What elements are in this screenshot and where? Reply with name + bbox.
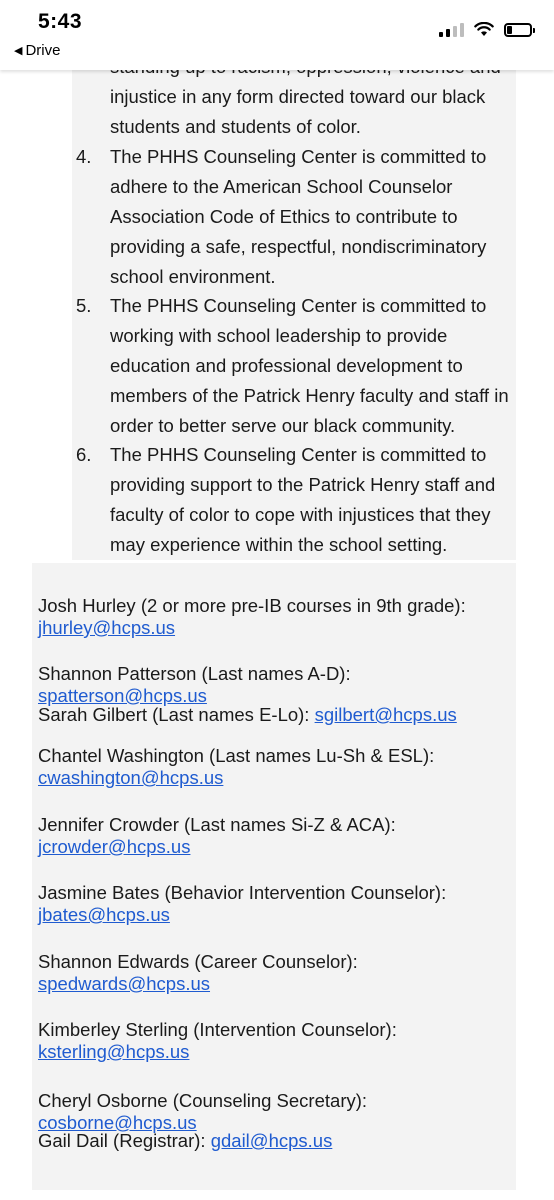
commitments-list <box>72 50 516 560</box>
contact-label: Sarah Gilbert (Last names E-Lo): <box>38 704 310 725</box>
list-line: adhere to the American School Counselor <box>110 176 453 197</box>
contact-label: Cheryl Osborne (Counseling Secretary): <box>38 1090 368 1111</box>
list-line: providing a safe, respectful, nondiscriminatory <box>110 236 487 257</box>
counselor-contacts <box>32 563 516 1190</box>
email-link[interactable]: jhurley@hcps.us <box>38 617 176 638</box>
back-to-drive-button[interactable] <box>14 42 60 59</box>
back-triangle-icon: ◀ <box>14 45 23 57</box>
list-line: students and students of color. <box>110 116 361 137</box>
contact-entry <box>38 663 516 707</box>
wifi-icon <box>474 22 494 37</box>
email-link[interactable]: gdail@hcps.us <box>210 1130 333 1151</box>
contact-entry <box>38 951 516 995</box>
email-link[interactable]: jbates@hcps.us <box>38 904 170 925</box>
list-line: school environment. <box>110 266 276 287</box>
email-link[interactable]: spedwards@hcps.us <box>38 973 211 994</box>
contact-entry <box>38 814 516 858</box>
email-link[interactable]: ksterling@hcps.us <box>38 1041 190 1062</box>
contact-label: Shannon Patterson (Last names A-D): <box>38 663 351 684</box>
status-icons <box>439 22 532 37</box>
contact-label: Jasmine Bates (Behavior Intervention Counselor): <box>38 882 447 903</box>
contact-entry <box>38 1130 516 1152</box>
list-number: 5. <box>76 295 92 316</box>
contact-label: Chantel Washington (Last names Lu-Sh & ESL): <box>38 745 435 766</box>
battery-icon <box>504 23 532 37</box>
email-link[interactable]: spatterson@hcps.us <box>38 685 207 706</box>
contact-entry <box>38 745 516 789</box>
email-link[interactable]: cosborne@hcps.us <box>38 1112 197 1133</box>
contact-entry <box>38 595 516 639</box>
email-link[interactable]: cwashington@hcps.us <box>38 767 224 788</box>
cellular-signal-icon <box>439 23 464 37</box>
list-line: The PHHS Counseling Center is committed to <box>110 444 487 465</box>
contact-entry <box>38 882 516 926</box>
list-line: education and professional development to <box>110 355 463 376</box>
list-line: injustice in any form directed toward our black <box>110 86 486 107</box>
list-number: 6. <box>76 444 92 465</box>
contact-label: Gail Dail (Registrar): <box>38 1130 206 1151</box>
list-line: providing support to the Patrick Henry staff and <box>110 474 496 495</box>
list-line: Association Code of Ethics to contribute to <box>110 206 458 227</box>
contact-entry <box>38 1090 516 1134</box>
contact-label: Shannon Edwards (Career Counselor): <box>38 951 358 972</box>
email-link[interactable]: sgilbert@hcps.us <box>314 704 457 725</box>
status-bar <box>0 0 554 70</box>
contact-label: Josh Hurley (2 or more pre-IB courses in 9th grade): <box>38 595 466 616</box>
clock-time: 5:43 <box>38 10 83 33</box>
list-line: The PHHS Counseling Center is committed to <box>110 146 487 167</box>
list-line: may experience within the school setting. <box>110 534 448 555</box>
contact-entry <box>38 1019 516 1063</box>
list-line: working with school leadership to provide <box>110 325 448 346</box>
contact-label: Kimberley Sterling (Intervention Counselor): <box>38 1019 397 1040</box>
back-label: Drive <box>25 42 61 59</box>
contact-label: Jennifer Crowder (Last names Si-Z & ACA): <box>38 814 396 835</box>
email-link[interactable]: jcrowder@hcps.us <box>38 836 191 857</box>
list-line: faculty of color to cope with injustices that they <box>110 504 491 525</box>
list-line: order to better serve our black community. <box>110 415 456 436</box>
contact-entry <box>38 704 516 726</box>
list-line: The PHHS Counseling Center is committed to <box>110 295 487 316</box>
list-number: 4. <box>76 146 92 167</box>
list-line: members of the Patrick Henry faculty and staff in <box>110 385 509 406</box>
